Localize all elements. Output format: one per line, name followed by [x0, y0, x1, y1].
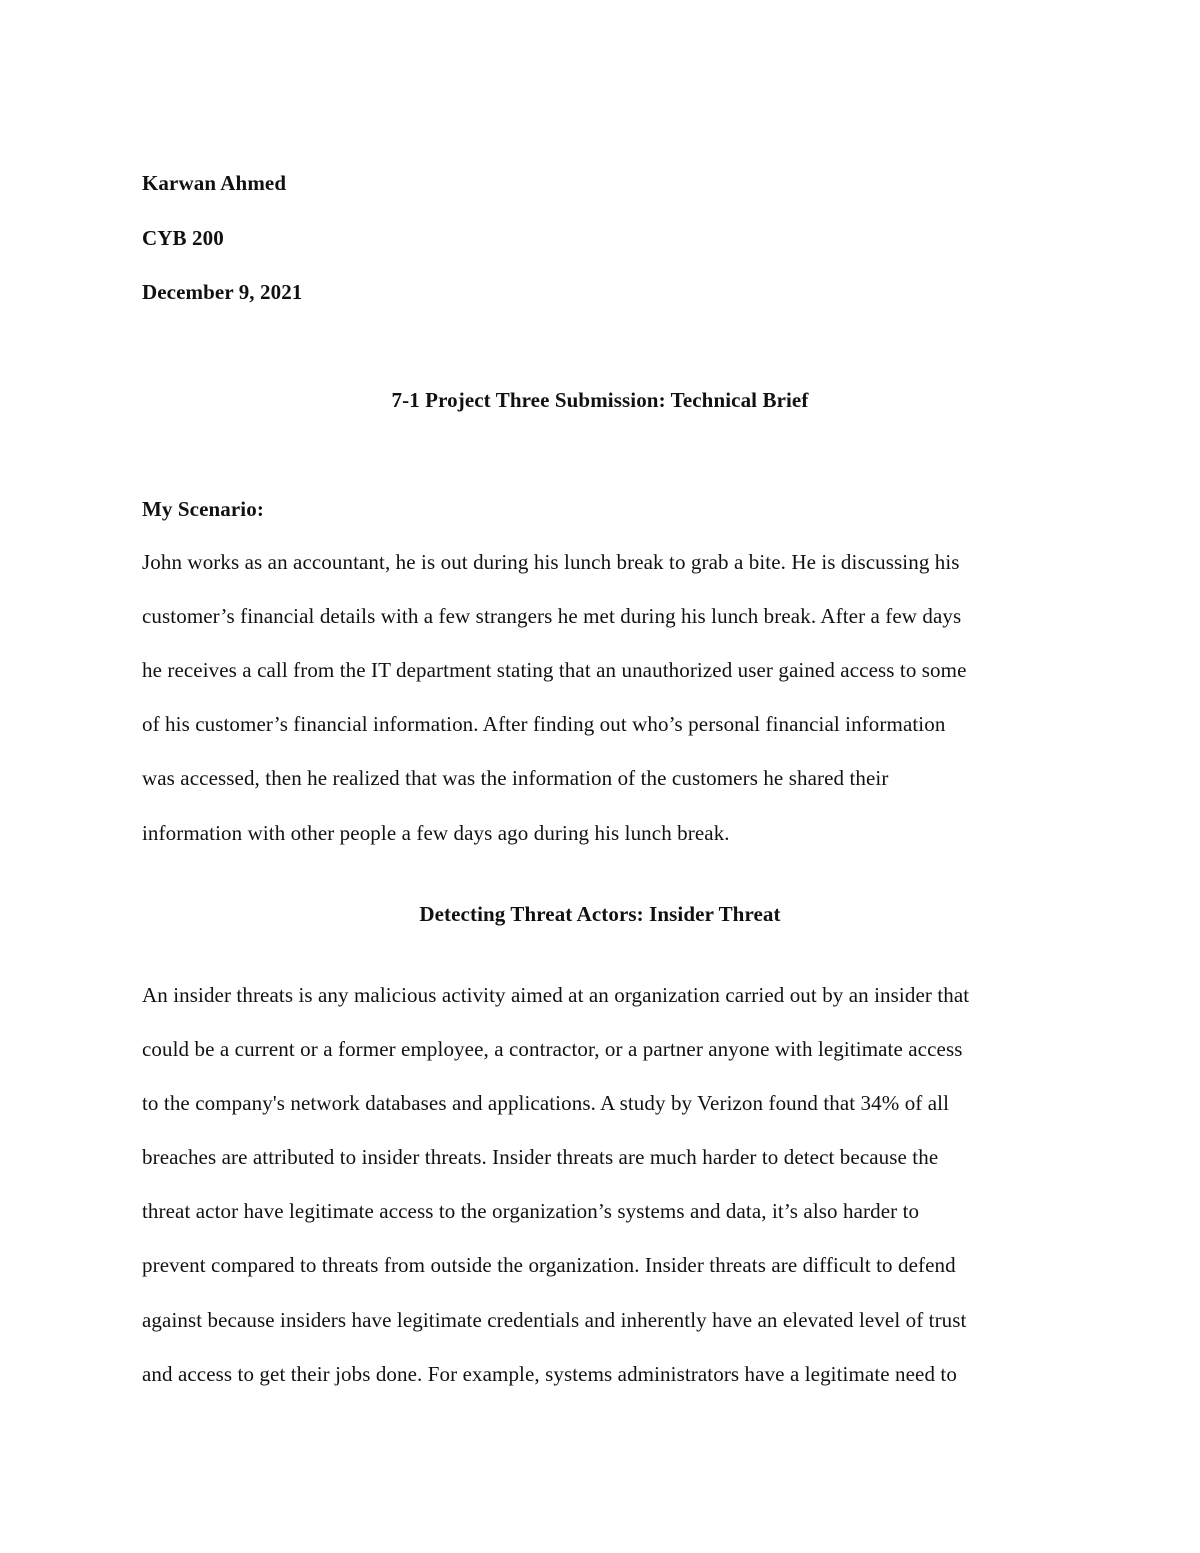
body-line: to the company's network databases and applications. A study by Verizon found that 34% of all [142, 1091, 950, 1115]
course-code: CYB 200 [142, 226, 224, 250]
author-name: Karwan Ahmed [142, 171, 287, 195]
scenario-line: John works as an accountant, he is out during his lunch break to grab a bite. He is discussing his [142, 550, 960, 574]
body-line: breaches are attributed to insider threats. Insider threats are much harder to detect because the [142, 1145, 939, 1169]
scenario-line: he receives a call from the IT department stating that an unauthorized user gained access to some [142, 658, 967, 682]
section-heading: Detecting Threat Actors: Insider Threat [419, 902, 781, 926]
body-line: threat actor have legitimate access to the organization’s systems and data, it’s also harder to [142, 1199, 920, 1223]
body-line: against because insiders have legitimate credentials and inherently have an elevated level of trust [142, 1308, 967, 1332]
document-title: 7-1 Project Three Submission: Technical Brief [391, 388, 809, 412]
scenario-line: customer’s financial details with a few strangers he met during his lunch break. After a few days [142, 604, 962, 628]
document-date: December 9, 2021 [142, 280, 303, 304]
body-line: prevent compared to threats from outside the organization. Insider threats are difficult to defend [142, 1253, 956, 1277]
body-line: could be a current or a former employee, a contractor, or a partner anyone with legitimate access [142, 1037, 963, 1061]
body-line: An insider threats is any malicious activity aimed at an organization carried out by an insider that [142, 983, 970, 1007]
scenario-line: information with other people a few days ago during his lunch break. [142, 821, 730, 845]
scenario-line: was accessed, then he realized that was the information of the customers he shared their [142, 766, 889, 790]
body-line: and access to get their jobs done. For example, systems administrators have a legitimate need to [142, 1362, 957, 1386]
scenario-heading: My Scenario: [142, 497, 264, 521]
scenario-line: of his customer’s financial information. After finding out who’s personal financial information [142, 712, 946, 736]
